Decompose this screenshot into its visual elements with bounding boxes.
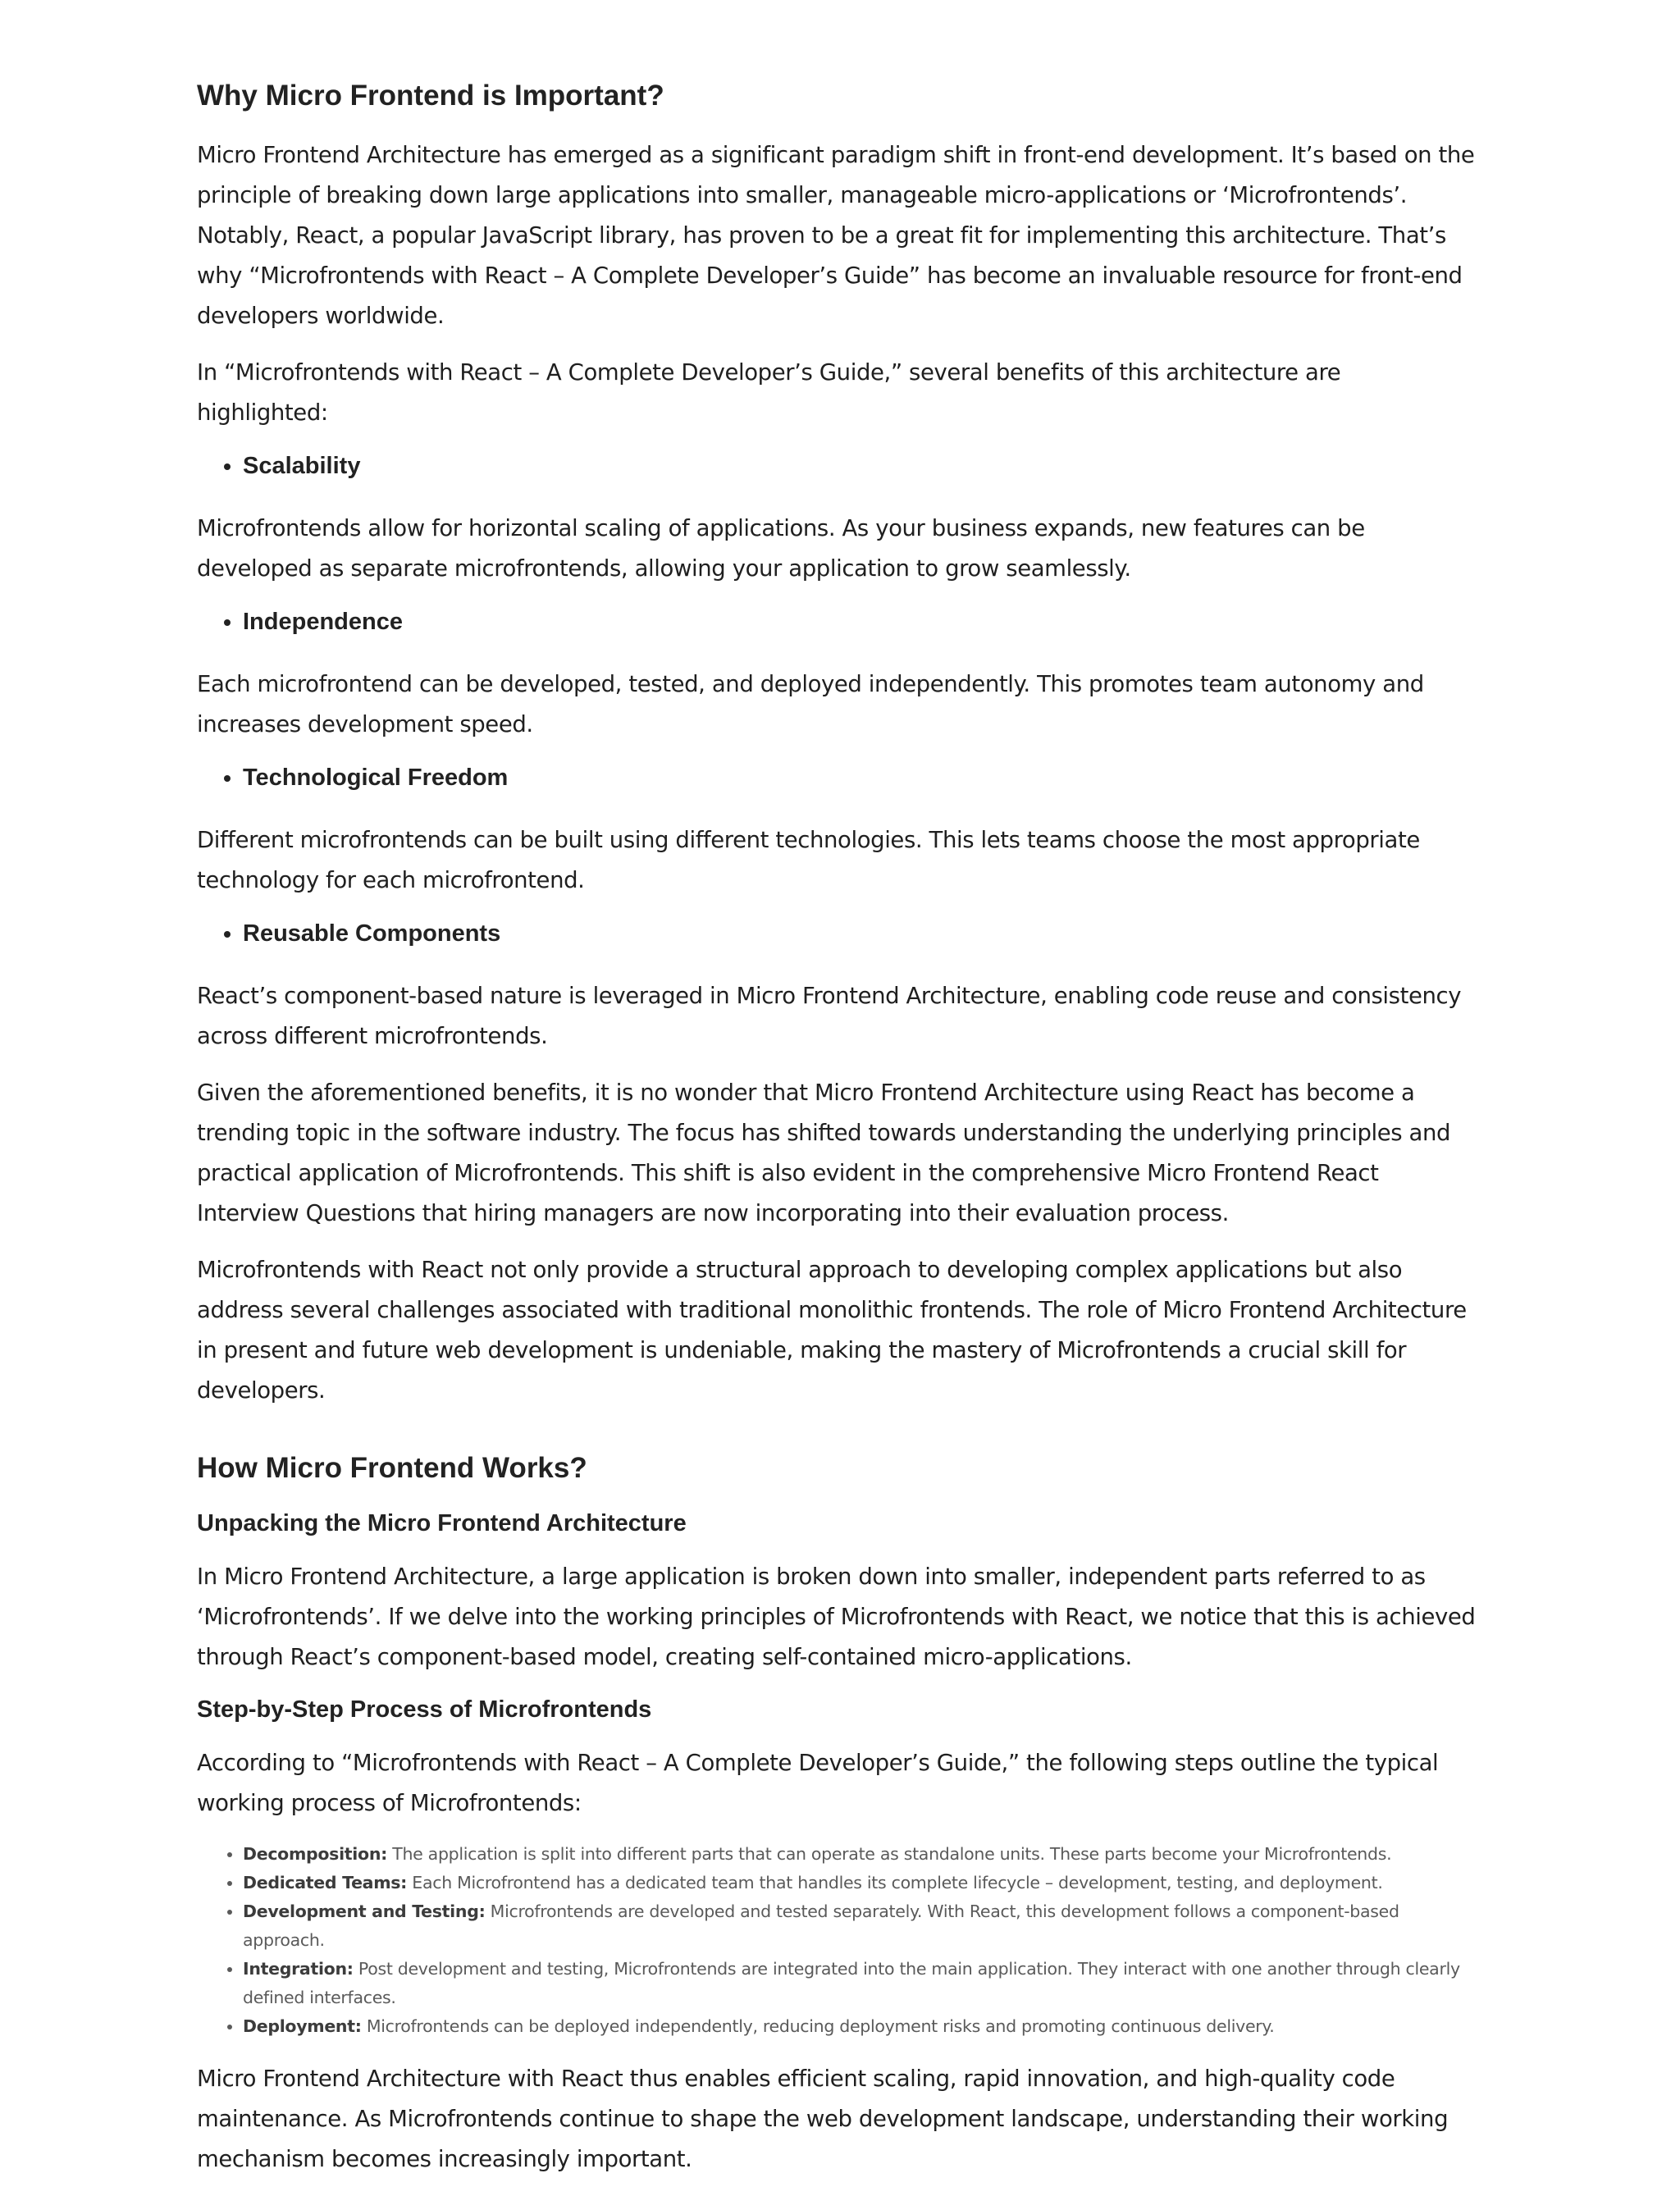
outro-paragraph-1: Given the aforementioned benefits, it is no wonder that Micro Frontend Architecture using React has become a trending topic in the software industry. The focus has shifted towards understanding the underlying principles and practical application of Microfrontends. This shift is also evident in the comprehensive Micro Frontend React Interview Questions that hiring managers are now incorporating into their evaluation process. (197, 1080, 1451, 1226)
benefit-title-scalability: • Scalability (243, 450, 1477, 482)
subheading-step-by-step: Step-by-Step Process of Microfrontends (197, 1696, 652, 1723)
step-text: Microfrontends are developed and tested separately. With React, this development follows a component-based approach. (243, 1902, 1399, 1950)
benefit-text-reusable-components: React’s component-based nature is leveraged in Micro Frontend Architecture, enabling code reuse and consistency across different microfrontends. (197, 983, 1462, 1049)
step-text: Post development and testing, Microfrontends are integrated into the main application. They interact with one another through clearly defined interfaces. (243, 1959, 1460, 2007)
benefit-text-independence: Each microfrontend can be developed, tested, and deployed independently. This promotes team autonomy and increases development speed. (197, 671, 1424, 737)
benefit-list-scalability (197, 450, 1477, 482)
benefit-title-independence: • Independence (243, 605, 1477, 638)
step-text: The application is split into different parts that can operate as standalone units. These parts become your Microfrontends. (387, 1844, 1392, 1864)
steps-intro-paragraph: According to “Microfrontends with React – A Complete Developer’s Guide,” the following steps outline the typical working process of Microfrontends: (197, 1750, 1439, 1816)
article-body (197, 78, 1477, 2196)
benefit-list-technological-freedom (197, 761, 1477, 794)
benefit-list-reusable-components (197, 917, 1477, 950)
list-item (243, 1897, 1477, 1955)
step-label: Deployment: (243, 2016, 362, 2036)
benefit-title-reusable-components: • Reusable Components (243, 917, 1477, 950)
list-item (243, 1869, 1477, 1897)
closing-paragraph: Micro Frontend Architecture with React thus enables efficient scaling, rapid innovation, and high-quality code maintenance. As Microfrontends continue to shape the web development landscape, understanding their working mechanism becomes increasingly important. (197, 2066, 1449, 2172)
benefit-list-independence (197, 605, 1477, 638)
section-heading-how-works: How Micro Frontend Works? (197, 1452, 587, 1484)
list-item (243, 2012, 1477, 2041)
benefit-title-technological-freedom: • Technological Freedom (243, 761, 1477, 794)
intro-paragraph: Micro Frontend Architecture has emerged as a significant paradigm shift in front-end development. It’s based on the principle of breaking down large applications into smaller, manageable micro-applications or ‘Microfrontends’. Notably, React, a popular JavaScript library, has proven to be a great fit for implementing this architecture. That’s why “Microfrontends with React – A Complete Developer’s Guide” has become an invaluable resource for front-end developers worldwide. (197, 142, 1475, 329)
outro-paragraph-2: Microfrontends with React not only provide a structural approach to developing complex applications but also address several challenges associated with traditional monolithic frontends. The role of Micro Frontend Architecture in present and future web development is undeniable, making the mastery of Microfrontends a crucial skill for developers. (197, 1257, 1467, 1404)
subheading-unpacking: Unpacking the Micro Frontend Architecture (197, 1510, 687, 1536)
benefit-text-technological-freedom: Different microfrontends can be built using different technologies. This lets teams choose the most appropriate technology for each microfrontend. (197, 827, 1420, 893)
step-label: Dedicated Teams: (243, 1873, 408, 1892)
step-label: Decomposition: (243, 1844, 388, 1864)
list-item (243, 1840, 1477, 1869)
step-label: Integration: (243, 1959, 354, 1979)
list-item (243, 1955, 1477, 2012)
section-heading-why-important: Why Micro Frontend is Important? (197, 80, 664, 112)
benefits-intro-paragraph: In “Microfrontends with React – A Complete Developer’s Guide,” several benefits of this architecture are highlighted: (197, 359, 1341, 426)
step-text: Each Microfrontend has a dedicated team that handles its complete lifecycle – development, testing, and deployment. (407, 1873, 1383, 1892)
unpacking-paragraph: In Micro Frontend Architecture, a large application is broken down into smaller, independent parts referred to as ‘Microfrontends’. If we delve into the working principles of Microfrontends with React, we notice that this is achieved through React’s component-based model, creating self-contained micro-applications. (197, 1564, 1476, 1670)
step-label: Development and Testing: (243, 1902, 486, 1921)
benefit-text-scalability: Microfrontends allow for horizontal scaling of applications. As your business expands, new features can be developed as separate microfrontends, allowing your application to grow seamlessly. (197, 515, 1365, 582)
steps-list (197, 1840, 1477, 2041)
step-text: Microfrontends can be deployed independently, reducing deployment risks and promoting continuous delivery. (361, 2016, 1275, 2036)
